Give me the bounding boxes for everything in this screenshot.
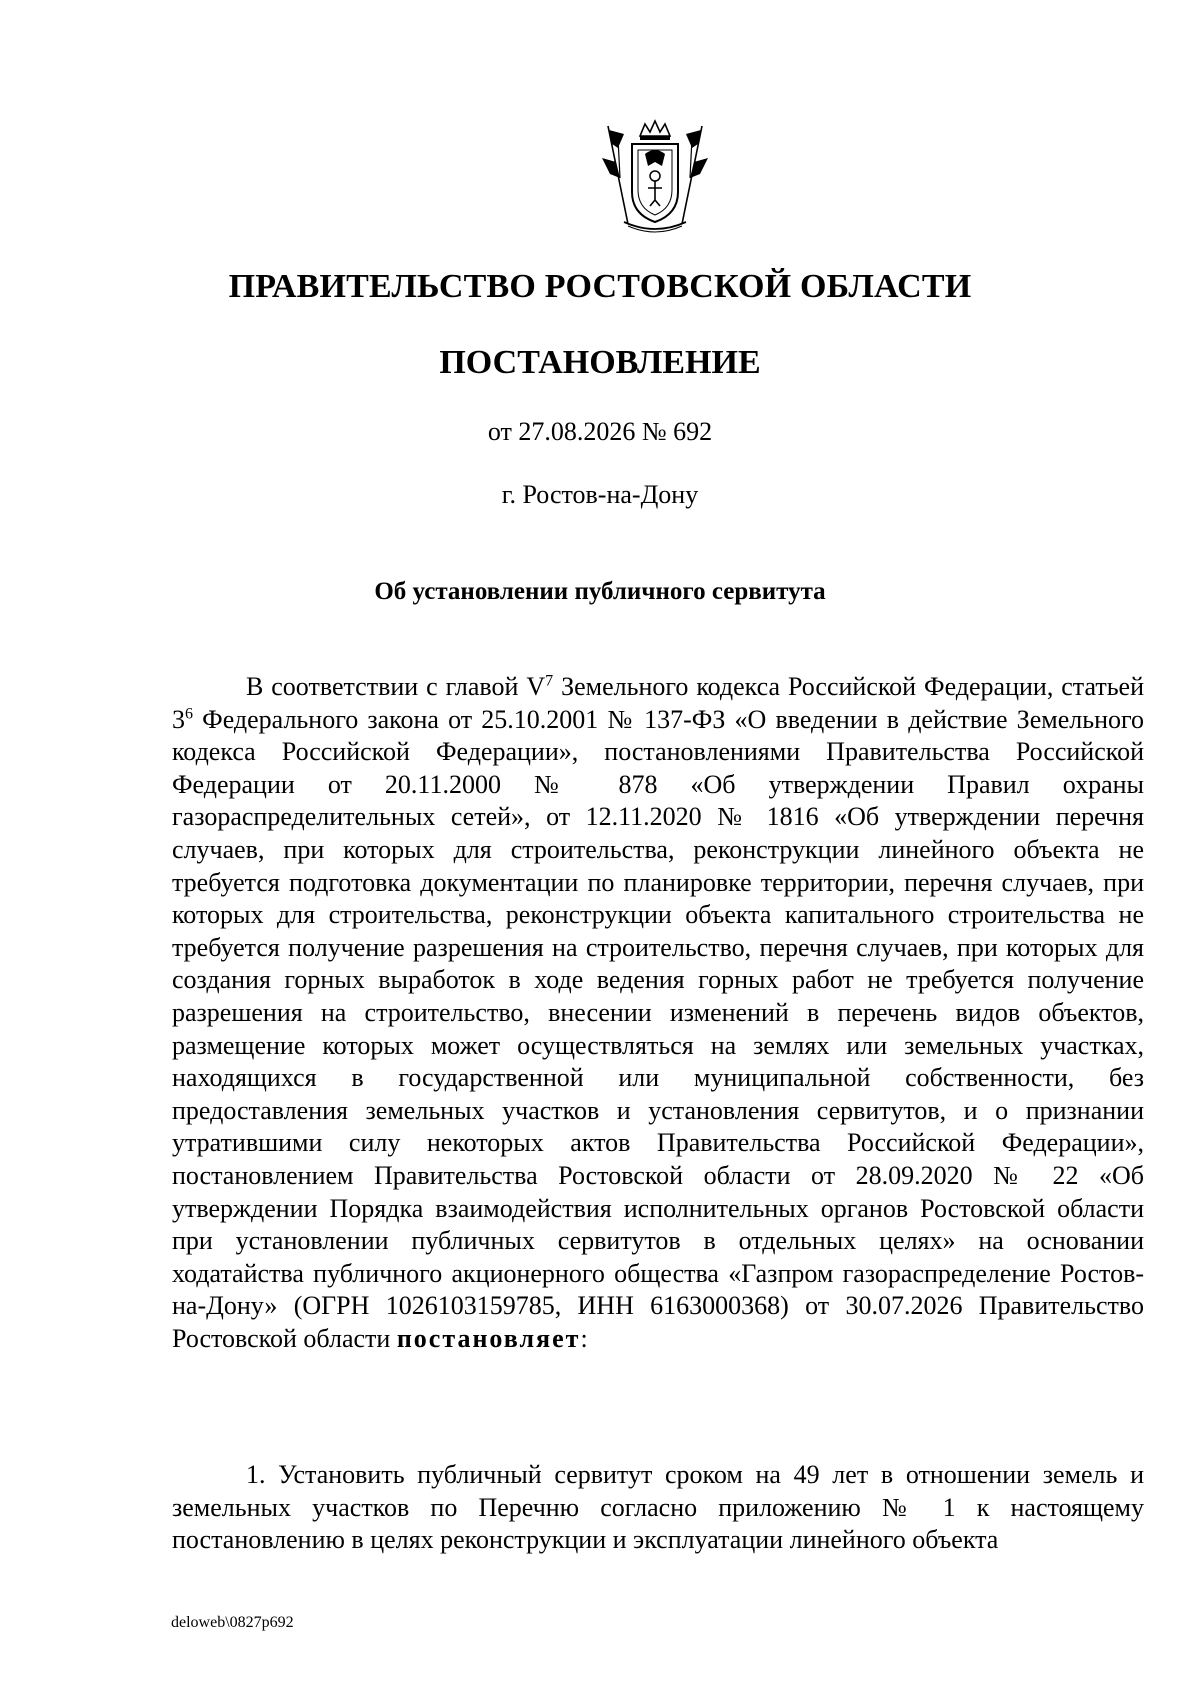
document-type-heading: ПОСТАНОВЛЕНИЕ [439,344,761,381]
chapter-superscript: 7 [545,672,554,690]
document-city: г. Ростов-на-Дону [501,480,699,509]
coat-of-arms-emblem [598,118,712,238]
document-date-number: от 27.08.2026 № 692 [487,417,713,446]
preamble-text-2: Земельного кодекса Российской Федерации, статьей 3 [172,672,1145,734]
document-subject: Об установлении публичного сервитута [374,578,826,605]
preamble-paragraph [172,671,1144,1355]
article-superscript: 6 [185,704,193,722]
clause-1-paragraph: 1. Установить публичный сервитут сроком на 49 лет в отношении земель и земельных участков по Перечню согласно приложению № 1 к настоящему постановлению в целях реконструкции и эксплуатации линейного объекта [172,1460,1144,1555]
footer-document-code: deloweb\0827p692 [171,1614,294,1631]
preamble-text-3: Федерального закона от 25.10.2001 № 137-ФЗ «О введении в действие Земельного кодекса Российской Федерации», постановлениями Правительства Российской Федерации от 20.11.2000 № 878 «Об утверждении Правил охраны газораспределительных сетей», от 12.11.2020 № 1816 «Об утверждении перечня случаев, при которых для строительства, реконструкции линейного объекта не требуется подготовка документации по планировке территории, перечня случаев, при которых для строительства, реконструкции объекта капитального строительства не требуется получение разрешения на строительство, перечня случаев, при которых для создания горных выработок в ходе ведения горных работ не требуется получение разрешения на строительство, внесении изменений в перечень видов объектов, размещение которых может осуществляться на землях или земельных участках, находящихся в государственной или муниципальной собственности, без предоставления земельных участков и установления сервитутов, и о признании утратившими силу некоторых актов Правительства Российской Федерации», постановлением Правительства Ростовской области от 28.09.2020 № 22 «Об утверждении Порядка взаимодействия исполнительных органов Ростовской области при установлении публичных сервитутов в отдельных целях» на основании ходатайства публичного акционерного общества «Газпром газораспределение Ростов-на-Дону» (ОГРН 1026103159785, ИНН 6163000368) от 30.07.2026 Правительство Ростовской области [172,704,1144,1353]
resolves-keyword: постановляет [396,1323,581,1353]
preamble-colon: : [580,1323,588,1353]
organization-title: ПРАВИТЕЛЬСТВО РОСТОВСКОЙ ОБЛАСТИ [228,268,972,305]
preamble-text-1: В соответствии с главой V [246,672,546,701]
